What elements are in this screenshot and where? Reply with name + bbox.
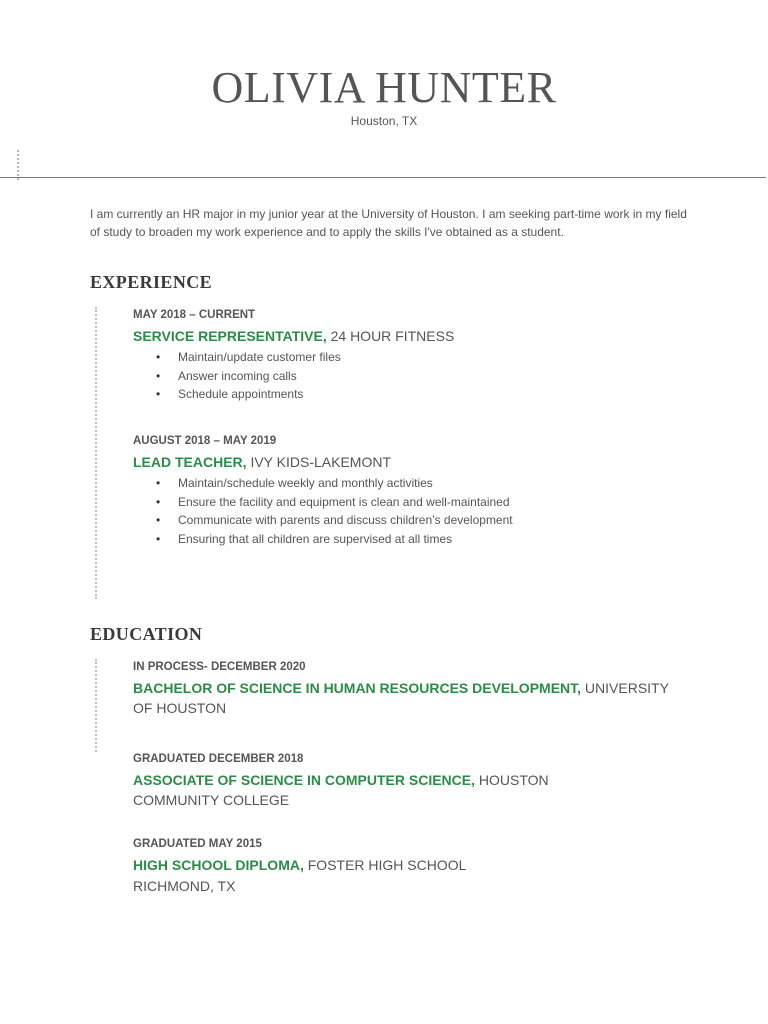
summary-text: I am currently an HR major in my junior year at the University of Houston. I am seeking part-time work in my field of study to broaden my work experience and to apply the skills I've obtained as a student.: [90, 207, 687, 239]
entry-title: [133, 770, 633, 810]
duty-item: • Ensuring that all children are supervised at all times: [133, 530, 733, 549]
education-entry: [133, 751, 633, 810]
entry-title: [133, 452, 733, 472]
duty-item: • Ensure the facility and equipment is clean and well-maintained: [133, 493, 733, 512]
duty-item: • Schedule appointments: [133, 385, 733, 404]
entry-date: GRADUATED DECEMBER 2018: [133, 753, 304, 765]
duties-list: [133, 474, 733, 548]
entry-date: IN PROCESS- DECEMBER 2020: [133, 661, 306, 673]
experience-entry: [133, 307, 733, 404]
resume-location: Houston, TX: [350, 114, 418, 128]
entry-role: LEAD TEACHER,: [133, 454, 247, 470]
entry-date: MAY 2018 – CURRENT: [133, 309, 256, 321]
header-divider: [0, 177, 766, 178]
entry-org: 24 HOUR FITNESS: [326, 328, 455, 344]
entry-org: FOSTER HIGH SCHOOL: [303, 857, 467, 873]
experience-entry: [133, 433, 733, 548]
entry-role: SERVICE REPRESENTATIVE,: [133, 328, 327, 344]
resume-name: OLIVIA HUNTER: [211, 63, 557, 112]
entry-role: HIGH SCHOOL DIPLOMA,: [133, 857, 304, 873]
entry-title: [133, 678, 678, 718]
entry-title: [133, 855, 733, 875]
entry-org: IVY KIDS-LAKEMONT: [246, 454, 392, 470]
entry-org: HOUSTON COMMUNITY COLLEGE: [133, 772, 549, 808]
entry-title: [133, 326, 733, 346]
education-entry: [133, 659, 678, 718]
entry-role: BACHELOR OF SCIENCE IN HUMAN RESOURCES DEVELOPMENT,: [133, 680, 582, 696]
education-timeline: [95, 659, 97, 752]
duties-list: [133, 348, 733, 404]
entry-date: GRADUATED MAY 2015: [133, 838, 262, 850]
margin-marker: [17, 150, 19, 180]
education-heading: EDUCATION: [90, 624, 203, 644]
duty-item: • Communicate with parents and discuss children’s development: [133, 511, 733, 530]
duty-item: • Maintain/schedule weekly and monthly activities: [133, 474, 733, 493]
entry-org: UNIVERSITY OF HOUSTON: [133, 680, 669, 716]
experience-timeline: [95, 307, 97, 599]
experience-heading: EXPERIENCE: [90, 272, 213, 292]
duty-item: • Answer incoming calls: [133, 367, 733, 386]
duty-item: • Maintain/update customer files: [133, 348, 733, 367]
entry-role: ASSOCIATE OF SCIENCE IN COMPUTER SCIENCE,: [133, 772, 475, 788]
education-entry: [133, 836, 733, 897]
entry-date: AUGUST 2018 – MAY 2019: [133, 435, 277, 447]
entry-location: RICHMOND, TX: [133, 878, 236, 894]
